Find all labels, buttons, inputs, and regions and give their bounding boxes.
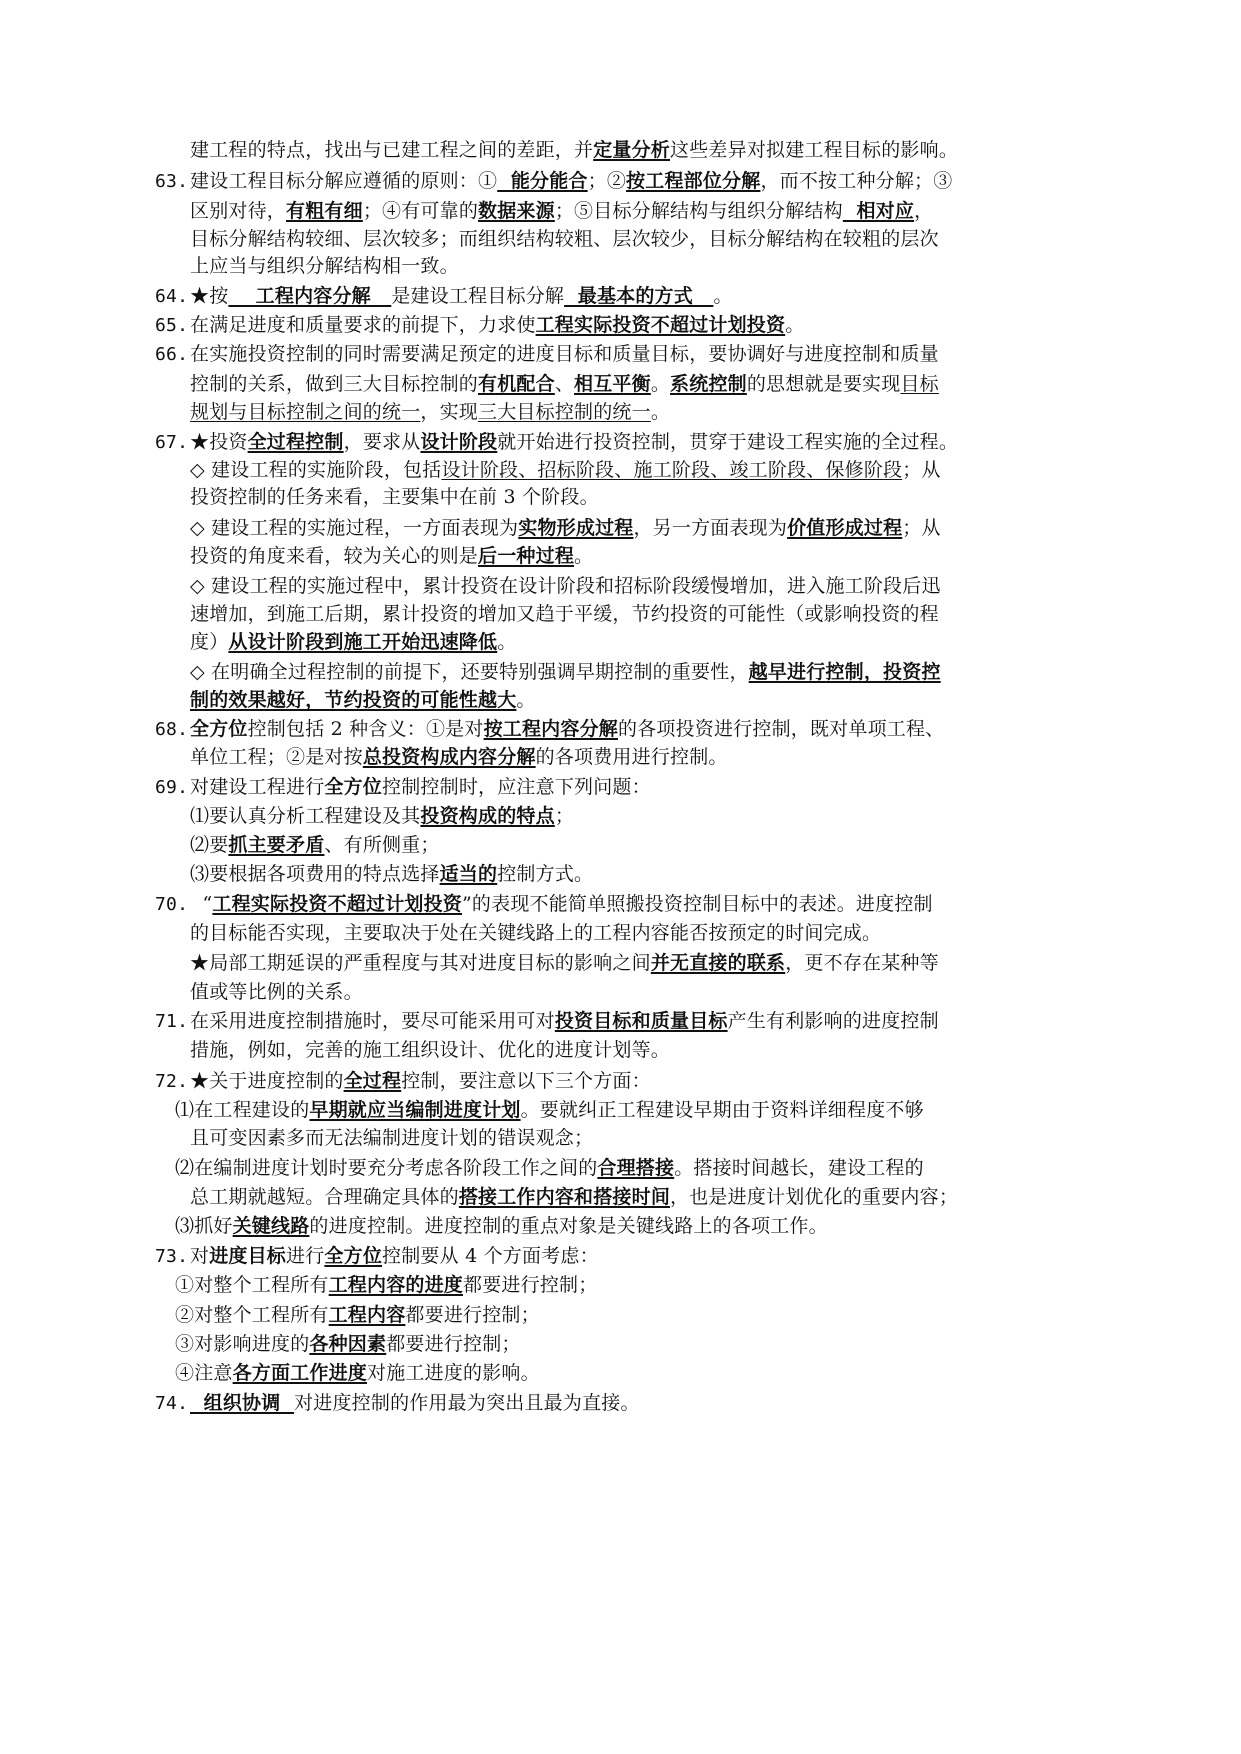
text-line: [190, 601, 939, 627]
numbered-item: [155, 716, 944, 743]
body-text: 对建设工程进行: [190, 776, 325, 798]
body-text: 都要进行控制；: [386, 1333, 521, 1355]
body-text: ⑵在编制进度计划时要充分考虑各阶段工作之间的: [175, 1157, 598, 1179]
text-line: [190, 399, 670, 425]
emphasis-text: 并无直接的联系: [650, 952, 786, 974]
body-text: ⑴要认真分析工程建设及其: [190, 805, 421, 827]
emphasis-text: 后一种过程: [478, 545, 575, 567]
body-text: 。: [497, 631, 517, 653]
numbered-item: [155, 312, 804, 339]
body-text: ★投资: [190, 431, 248, 453]
text-line: [190, 920, 881, 946]
body-text: 控制要从 4 个方面考虑：: [382, 1245, 599, 1267]
emphasis-text: 全过程控制: [247, 431, 344, 453]
numbered-item: [155, 341, 939, 368]
emphasis-text: 有粗有细: [286, 200, 363, 222]
text-line: [190, 226, 939, 252]
emphasis-text: 数据来源: [478, 200, 555, 222]
emphasis-text: 相互平衡: [574, 373, 651, 395]
body-text: ，要求从: [343, 431, 421, 453]
body-text: ◇ 在明确全过程控制的前提下，还要特别强调早期控制的重要性，: [190, 661, 749, 683]
body-text: 。: [650, 373, 671, 395]
body-text: 值或等比例的关系。: [190, 981, 363, 1003]
body-text: 。要就纠正工程建设早期由于资料详细程度不够: [520, 1099, 924, 1121]
item-number: 69.: [155, 777, 189, 798]
text-line: [190, 1037, 670, 1063]
text-line: [190, 803, 574, 829]
body-text: ”的表现不能简单照搬投资控制目标中的表述。进度控制: [462, 893, 933, 915]
text-line: [190, 1184, 958, 1210]
text-line: [190, 137, 958, 163]
text-line: [190, 573, 941, 599]
body-text: ；从: [902, 459, 941, 481]
emphasis-text: 越早进行控制，投资控: [748, 661, 941, 683]
body-text: ⑵要: [190, 834, 229, 856]
body-text: ，实现: [420, 401, 479, 423]
item-number: 66.: [155, 344, 189, 365]
body-text: 产生有利影响的进度控制: [727, 1010, 939, 1032]
emphasis-text: 投资目标和质量目标: [554, 1010, 728, 1032]
text-line: [190, 484, 599, 510]
text-line: [175, 1360, 540, 1386]
body-text: 目标分解结构较细、层次较多；而组织结构较粗、层次较少，目标分解结构在较粗的层次: [190, 228, 939, 250]
body-text: 度）: [190, 631, 229, 653]
body-text: 控制，要注意以下三个方面：: [401, 1070, 651, 1092]
body-text: ⑴在工程建设的: [175, 1099, 310, 1121]
body-text: ★局部工期延误的严重程度与其对进度目标的影响之间: [190, 952, 651, 974]
text-line: [190, 371, 939, 397]
body-text: 在实施投资控制的同时需要满足预定的进度目标和质量目标，要协调好与进度控制和质量: [190, 343, 939, 365]
emphasis-text: 适当的: [439, 863, 498, 885]
emphasis-text: 价值形成过程: [787, 517, 903, 539]
body-text: ②对整个工程所有: [175, 1304, 329, 1326]
body-text: 、: [554, 373, 575, 395]
body-text: ，而不按工种分解；③: [760, 170, 953, 192]
body-text: 对: [190, 1245, 210, 1267]
text-line: [190, 744, 728, 770]
emphasis-text: 工程内容分解: [228, 285, 392, 307]
body-text: ，另一方面表现为: [633, 517, 788, 539]
underlined-text: 设计阶段、招标阶段、施工阶段、竣工阶段、保修阶段: [441, 459, 903, 481]
emphasis-text: 能分能合: [497, 170, 588, 192]
emphasis-text: 工程实际投资不超过计划投资: [535, 314, 786, 336]
numbered-item: [155, 1068, 651, 1095]
emphasis-text: 设计阶段: [420, 431, 498, 453]
text-line: [190, 832, 440, 858]
body-text: 投资控制的任务来看，主要集中在前 3 个阶段。: [190, 486, 599, 508]
body-text: 、有所侧重；: [324, 834, 440, 856]
emphasis-text: 全过程: [343, 1070, 402, 1092]
body-text: 就开始进行投资控制，贯穿于建设工程实施的全过程。: [497, 431, 959, 453]
text-line: [190, 979, 363, 1005]
emphasis-text: 相对应: [842, 200, 915, 222]
body-text: ；从: [902, 517, 941, 539]
body-text: ④注意: [175, 1362, 233, 1384]
text-line: [190, 950, 939, 976]
body-text: ◇ 建设工程的实施过程，一方面表现为: [190, 517, 519, 539]
item-number: 68.: [155, 719, 189, 740]
text-line: [190, 659, 941, 685]
text-line: [175, 1331, 521, 1357]
body-text: ，: [914, 200, 934, 222]
body-text: 的进度控制。进度控制的重点对象是关键线路上的各项工作。: [309, 1215, 828, 1237]
emphasis-text: 定量分析: [593, 139, 671, 161]
body-text: 建设工程目标分解应遵循的原则：①: [190, 170, 498, 192]
item-number: 64.: [155, 286, 189, 307]
emphasis-text: 工程实际投资不超过计划投资: [212, 893, 463, 915]
body-text: 单位工程；②是对按: [190, 746, 363, 768]
body-text: 建工程的特点，找出与已建工程之间的差距，并: [190, 139, 594, 161]
body-text: 速增加，到施工后期，累计投资的增加又趋于平缓，节约投资的可能性（或影响投资的程: [190, 603, 939, 625]
body-text: 且可变因素多而无法编制进度计划的错误观念；: [190, 1127, 594, 1149]
body-text: ；②: [587, 170, 627, 192]
text-line: [175, 1302, 540, 1328]
body-text: ★关于进度控制的: [190, 1070, 344, 1092]
body-text: ，更不存在某种等: [785, 952, 939, 974]
body-text: 都要进行控制；: [463, 1274, 598, 1296]
body-text: ◇ 建设工程的实施阶段，包括: [190, 459, 442, 481]
emphasis-text: 全方位: [190, 718, 248, 740]
body-text: 对施工进度的影响。: [367, 1362, 540, 1384]
body-text: 是建设工程目标分解: [391, 285, 565, 307]
text-line: [175, 1213, 828, 1239]
text-line: [175, 1155, 924, 1181]
emphasis-text: 系统控制: [670, 373, 747, 395]
item-number: 72.: [155, 1071, 189, 1092]
body-text: 。: [785, 314, 805, 336]
body-text: 控制包括 2 种含义：①是对: [247, 718, 484, 740]
text-line: [190, 515, 941, 541]
emphasis-text: 早期就应当编制进度计划: [309, 1099, 521, 1121]
emphasis-text: 合理搭接: [597, 1157, 675, 1179]
body-text: 这些差异对拟建工程目标的影响。: [670, 139, 959, 161]
body-text: ③对影响进度的: [175, 1333, 310, 1355]
emphasis-text: 投资构成的特点: [420, 805, 555, 827]
body-text: ◇ 建设工程的实施过程中，累计投资在设计阶段和招标阶段缓慢增加，进入施工阶段后迅: [190, 575, 941, 597]
emphasis-text: 工程内容的进度: [328, 1274, 464, 1296]
text-line: [190, 198, 933, 224]
body-text: 进行: [286, 1245, 325, 1267]
numbered-item: [155, 774, 651, 801]
numbered-item: [155, 891, 933, 918]
body-text: 的目标能否实现，主要取决于处在关键线路上的工程内容能否按预定的时间完成。: [190, 922, 882, 944]
body-text: “: [190, 893, 213, 915]
body-text: 控制方式。: [497, 863, 594, 885]
body-text: 上应当与组织分解结构相一致。: [190, 255, 459, 277]
numbered-item: [155, 1390, 640, 1417]
emphasis-text: 按工程部位分解: [626, 170, 761, 192]
body-text: ⑶抓好: [175, 1215, 233, 1237]
body-text: 区别对待，: [190, 200, 287, 222]
body-text: 控制的关系，做到三大目标控制的: [190, 373, 479, 395]
numbered-item: [155, 168, 952, 195]
body-text: 投资的角度来看，较为关心的则是: [190, 545, 479, 567]
emphasis-text: 各方面工作进度: [232, 1362, 368, 1384]
body-text: 在采用进度控制措施时，要尽可能采用可对: [190, 1010, 555, 1032]
body-text: ⑶要根据各项费用的特点选择: [190, 863, 440, 885]
emphasis-text: 各种因素: [309, 1333, 387, 1355]
emphasis-text: 关键线路: [232, 1215, 310, 1237]
emphasis-text: 最基本的方式: [564, 285, 714, 307]
body-text: ；: [554, 805, 575, 827]
text-line: [175, 1272, 597, 1298]
emphasis-text: 总投资构成内容分解: [362, 746, 536, 768]
body-text: 。: [516, 689, 536, 711]
body-text: 都要进行控制；: [405, 1304, 540, 1326]
body-text: 。搭接时间越长，建设工程的: [674, 1157, 924, 1179]
body-text: ★按: [190, 285, 229, 307]
body-text: 的各项费用进行控制。: [535, 746, 728, 768]
body-text: ；⑤目标分解结构与组织分解结构: [554, 200, 843, 222]
text-line: [175, 1097, 924, 1123]
emphasis-text: 全方位: [324, 1245, 383, 1267]
emphasis-text: 抓主要矛盾: [228, 834, 325, 856]
emphasis-text: 有机配合: [478, 373, 555, 395]
item-number: 71.: [155, 1011, 189, 1032]
body-text: 的思想就是要实现: [746, 373, 901, 395]
body-text: ①对整个工程所有: [175, 1274, 329, 1296]
body-text: 总工期就越短。合理确定具体的: [190, 1186, 459, 1208]
text-line: [190, 861, 593, 887]
emphasis-text: 从设计阶段到施工开始迅速降低: [228, 631, 498, 653]
text-line: [190, 253, 459, 279]
body-text: 控制控制时，应注意下列问题：: [382, 776, 651, 798]
numbered-item: [155, 429, 958, 456]
body-text: 。: [650, 401, 671, 423]
underlined-text: 规划与目标控制之间的统一: [190, 401, 421, 423]
body-text: 。: [574, 545, 594, 567]
text-line: [190, 1125, 593, 1151]
body-text: 对进度控制的作用最为突出且最为直接。: [294, 1392, 640, 1414]
emphasis-text: 进度目标: [209, 1245, 287, 1267]
item-number: 70.: [155, 894, 189, 915]
text-line: [190, 687, 536, 713]
body-text: 措施，例如，完善的施工组织设计、优化的进度计划等。: [190, 1039, 671, 1061]
body-text: ，也是进度计划优化的重要内容；: [670, 1186, 959, 1208]
body-text: 的各项投资进行控制，既对单项工程、: [617, 718, 945, 740]
numbered-item: [155, 1243, 599, 1270]
item-number: 73.: [155, 1246, 189, 1267]
numbered-item: [155, 1008, 939, 1035]
emphasis-text: 全方位: [324, 776, 383, 798]
emphasis-text: 组织协调: [190, 1392, 295, 1414]
body-text: 。: [713, 285, 733, 307]
emphasis-text: 实物形成过程: [518, 517, 634, 539]
numbered-item: [155, 283, 733, 310]
underlined-text: 目标: [900, 373, 939, 395]
emphasis-text: 搭接工作内容和搭接时间: [458, 1186, 671, 1208]
underlined-text: 三大目标控制的统一: [478, 401, 651, 423]
body-text: ；④有可靠的: [362, 200, 479, 222]
item-number: 63.: [155, 171, 189, 192]
text-line: [190, 457, 941, 483]
item-number: 67.: [155, 432, 189, 453]
text-line: [190, 629, 516, 655]
emphasis-text: 制的效果越好，节约投资的可能性越大: [190, 689, 517, 711]
emphasis-text: 工程内容: [328, 1304, 406, 1326]
emphasis-text: 按工程内容分解: [483, 718, 618, 740]
item-number: 65.: [155, 315, 189, 336]
item-number: 74.: [155, 1393, 189, 1414]
body-text: 在满足进度和质量要求的前提下，力求使: [190, 314, 536, 336]
text-line: [190, 543, 593, 569]
